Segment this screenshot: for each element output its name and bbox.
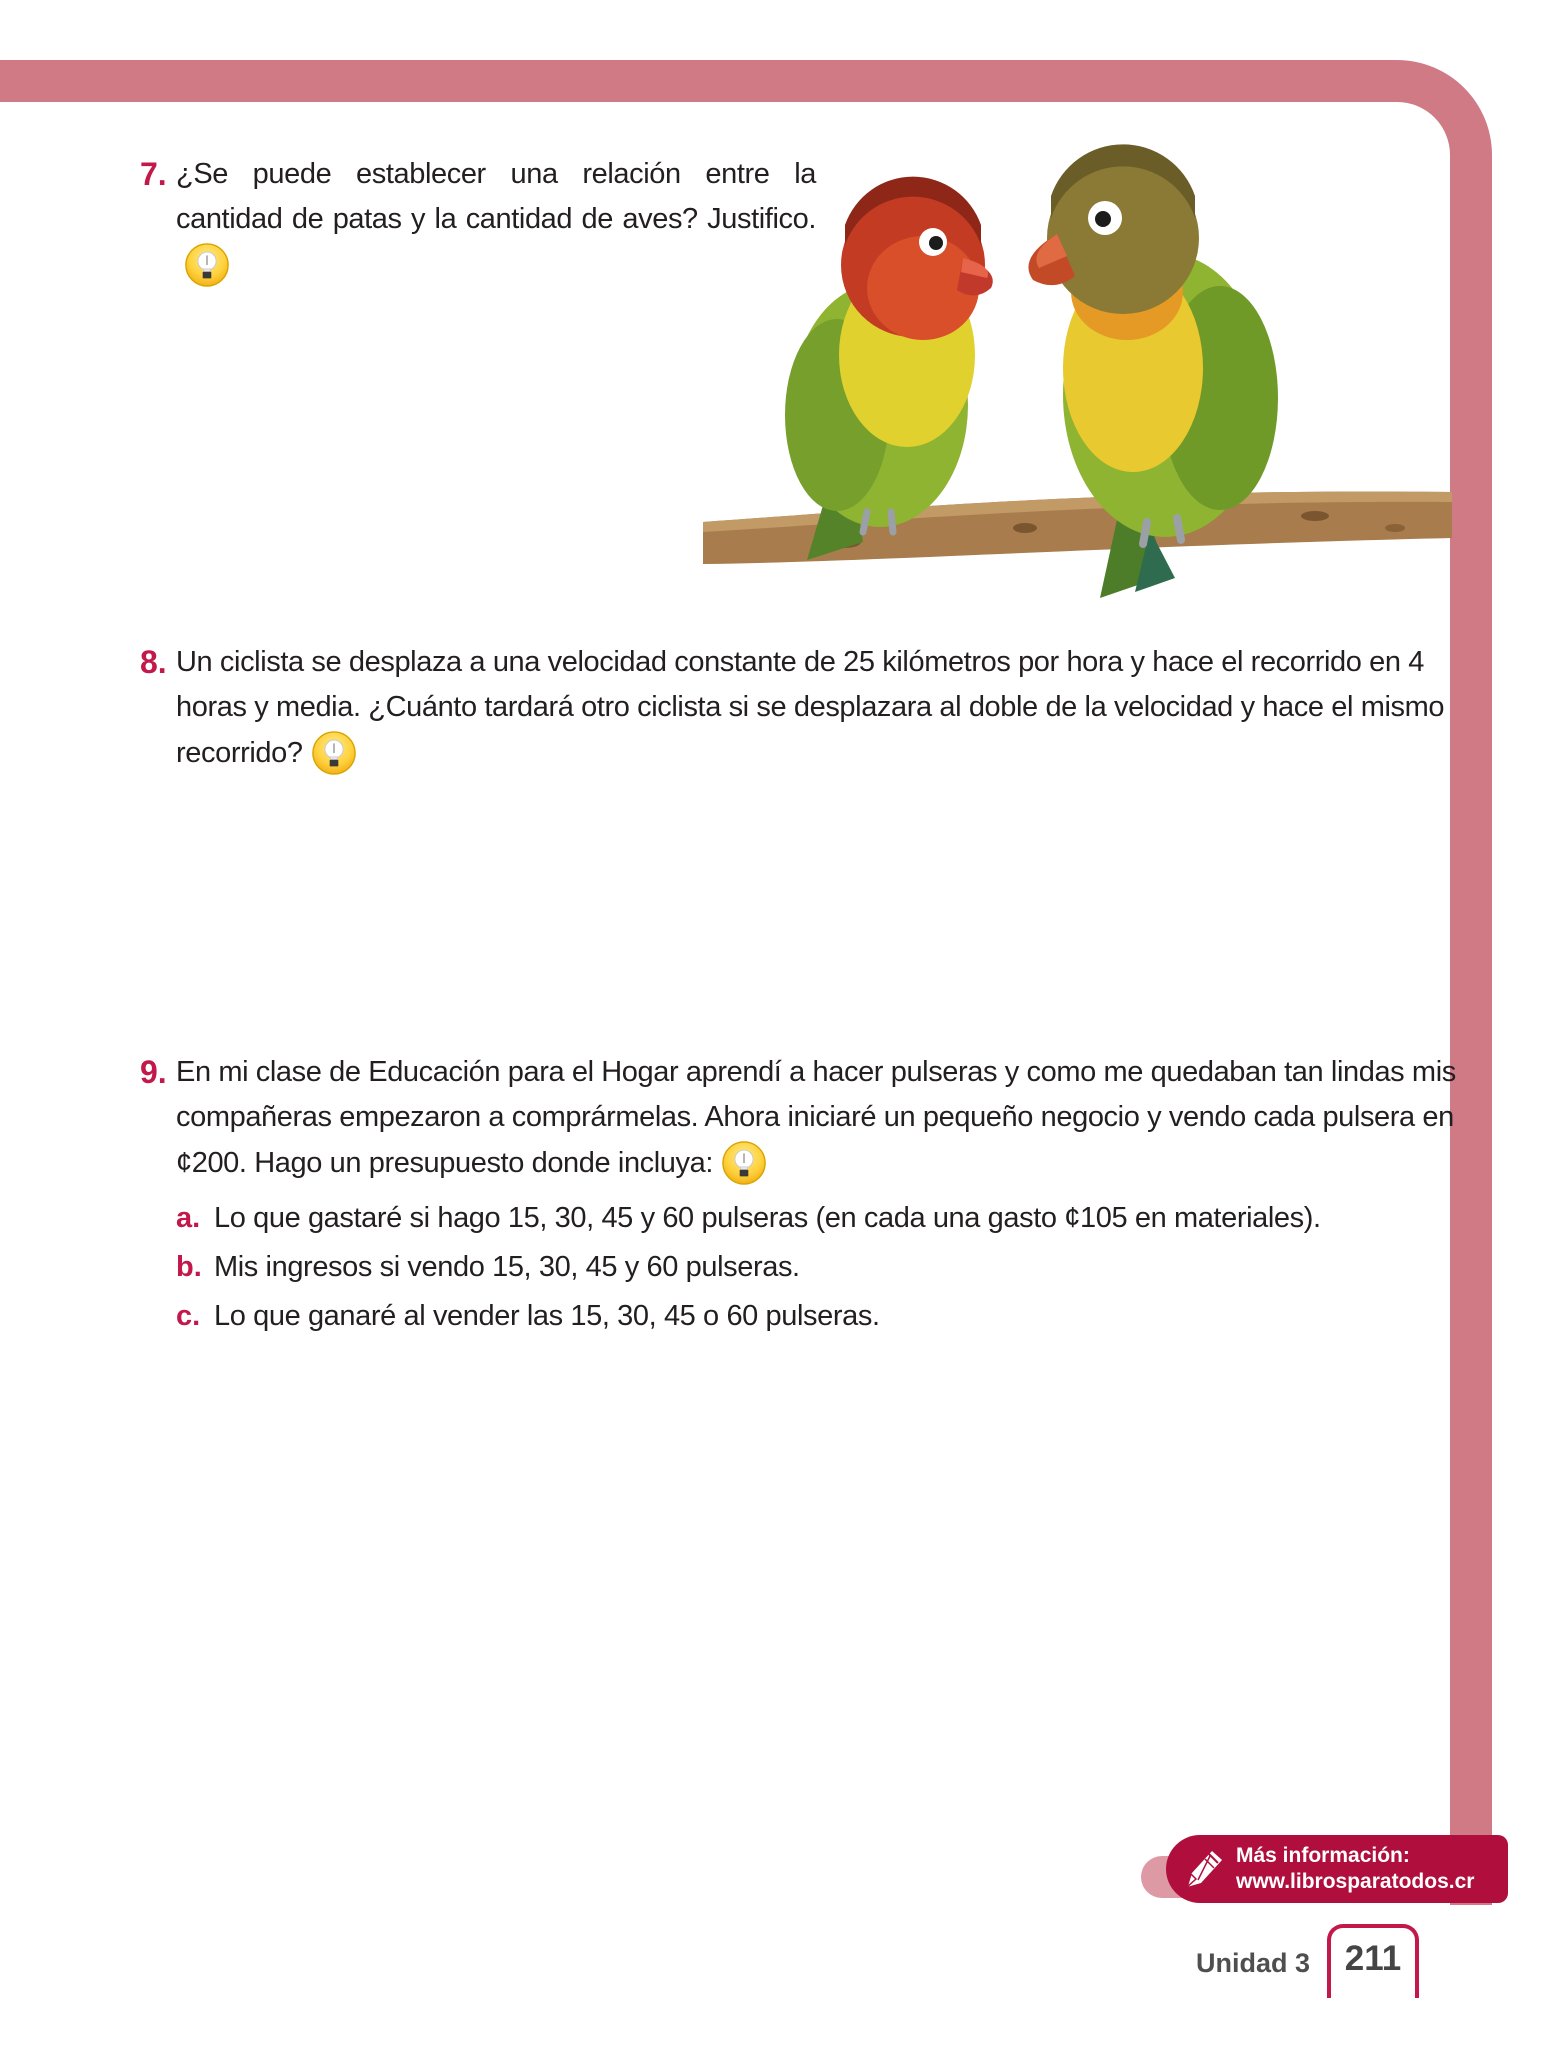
lovebirds-photo <box>695 130 1460 625</box>
subitem-b-letter: b. <box>176 1251 202 1283</box>
subitem-c-text: Lo que ganaré al vender las 15, 30, 45 o 60 pulseras. <box>214 1300 880 1332</box>
subitem-a-letter: a. <box>176 1202 201 1234</box>
badge-title: Más información: <box>1236 1844 1410 1867</box>
exercise-9-paragraph <box>176 1050 1466 1186</box>
subitem-c-letter: c. <box>176 1300 201 1332</box>
exercise-7-number: 7. <box>140 156 167 192</box>
subitem-a <box>176 1196 1470 1241</box>
exercise-7-text: ¿Se puede establecer una relación entre la cantidad de patas y la cantidad de aves? Justifico. <box>176 158 816 235</box>
exercise-8 <box>140 640 1470 776</box>
exercise-9-number: 9. <box>140 1054 167 1090</box>
subitem-b-text: Mis ingresos si vendo 15, 30, 45 y 60 pulseras. <box>214 1251 800 1283</box>
badge-url[interactable]: www.librosparatodos.cr <box>1236 1870 1475 1893</box>
exercise-8-body <box>176 640 1470 776</box>
exercise-9-subitems <box>176 1196 1470 1339</box>
page-number-box <box>1327 1924 1419 1998</box>
exercise-8-number: 8. <box>140 644 167 680</box>
exercise-8-paragraph <box>176 640 1466 776</box>
lightbulb-icon <box>311 730 357 776</box>
exercise-9-body <box>176 1050 1470 1339</box>
lightbulb-icon <box>721 1140 767 1186</box>
exercise-9-text: En mi clase de Educación para el Hogar aprendí a hacer pulseras y como me quedaban tan lindas mis compañeras empezaron a comprármelas. Ahora iniciaré un pequeño negocio y vendo cada pulsera en ¢200. Hago un presupuesto donde incluya: <box>176 1056 1456 1179</box>
more-info-badge[interactable] <box>1166 1835 1508 1903</box>
badge-text <box>1236 1843 1474 1895</box>
subitem-b <box>176 1245 1470 1290</box>
subitem-a-text: Lo que gastaré si hago 15, 30, 45 y 60 pulseras (en cada una gasto ¢105 en materiales). <box>214 1202 1321 1234</box>
subitem-c <box>176 1294 1470 1339</box>
unit-label: Unidad 3 <box>1195 1948 1310 1978</box>
page-number: 211 <box>1344 1939 1402 1978</box>
exercise-8-text: Un ciclista se desplaza a una velocidad constante de 25 kilómetros por hora y hace el recorrido en 4 horas y media. ¿Cuánto tardará otro ciclista si se desplazara al doble de la velocidad y hace el mismo recorrido? <box>176 646 1445 769</box>
exercise-9 <box>140 1050 1470 1339</box>
lightbulb-icon <box>184 242 230 288</box>
pencil-icon <box>1180 1846 1226 1892</box>
